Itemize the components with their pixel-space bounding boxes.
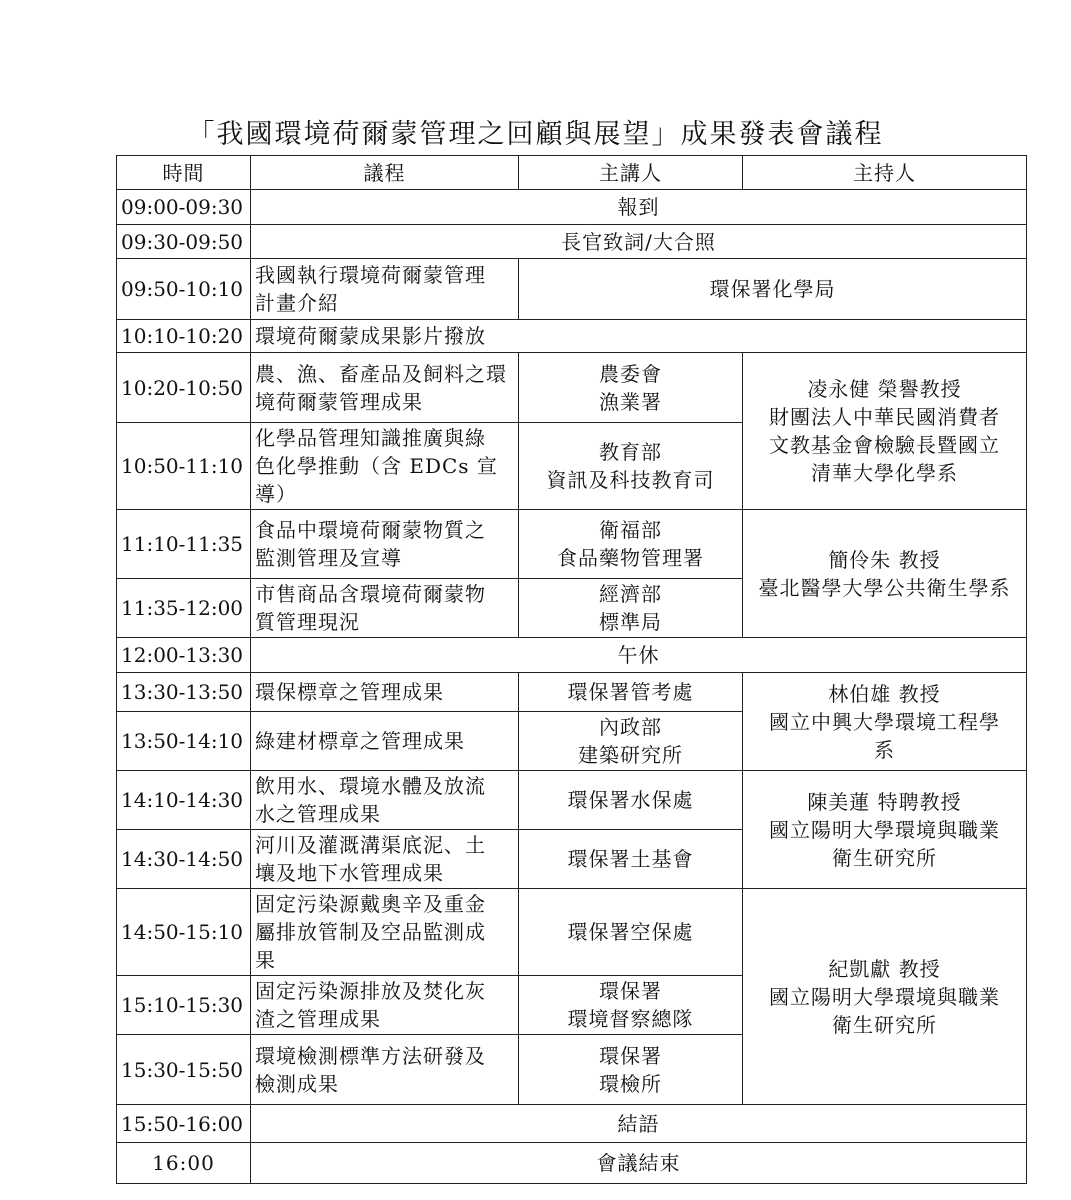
speaker-line: 環保署 — [599, 979, 662, 1003]
time-cell: 09:50-10:10 — [117, 259, 251, 320]
time-cell: 12:00-13:30 — [117, 638, 251, 673]
topic-cell — [251, 830, 519, 889]
agenda-cell: 午休 — [251, 638, 1027, 673]
speaker-cell: 環保署土基會 — [519, 830, 743, 889]
agenda-cell: 報到 — [251, 190, 1027, 225]
topic-cell — [251, 1035, 519, 1105]
speaker-cell — [519, 579, 743, 638]
topic-line: 農、漁、畜產品及飼料之環 — [255, 361, 507, 386]
table-row — [117, 638, 1027, 673]
topic-line: 飲用水、環境水體及放流 — [255, 774, 486, 798]
table-row — [117, 771, 1027, 830]
topic-line: 化學品管理知識推廣與綠 — [255, 426, 486, 450]
topic-cell — [251, 889, 519, 976]
agenda-cell: 結語 — [251, 1105, 1027, 1143]
speaker-cell: 環保署空保處 — [519, 889, 743, 976]
header-host: 主持人 — [743, 156, 1027, 190]
host-cell — [743, 673, 1027, 771]
speaker-line: 農委會 — [599, 361, 662, 386]
table-row — [117, 353, 1027, 423]
agenda-cell: 長官致詞/大合照 — [251, 225, 1027, 259]
speaker-cell: 環保署化學局 — [519, 259, 1027, 320]
topic-cell: 環境荷爾蒙成果影片撥放 — [251, 320, 1027, 353]
topic-line: 水之管理成果 — [255, 802, 381, 826]
agenda-cell: 會議結束 — [251, 1143, 1027, 1184]
topic-line: 我國執行環境荷爾蒙管理 — [255, 263, 486, 287]
speaker-cell: 環保署管考處 — [519, 673, 743, 712]
header-agenda: 議程 — [251, 156, 519, 190]
time-cell: 14:50-15:10 — [117, 889, 251, 976]
time-cell: 10:10-10:20 — [117, 320, 251, 353]
topic-cell — [251, 976, 519, 1035]
speaker-line: 資訊及科技教育司 — [546, 468, 715, 492]
agenda-table — [116, 155, 1027, 1184]
speaker-cell — [519, 353, 743, 423]
topic-line: 渣之管理成果 — [255, 1007, 381, 1031]
host-line: 簡伶朱 教授 — [828, 547, 941, 572]
topic-line: 色化學推動（含 EDCs 宣 — [255, 454, 498, 478]
speaker-line: 標準局 — [599, 610, 662, 634]
host-cell — [743, 510, 1027, 638]
host-line: 衛生研究所 — [832, 845, 937, 870]
time-cell: 11:35-12:00 — [117, 579, 251, 638]
topic-line: 境荷爾蒙管理成果 — [255, 389, 423, 414]
page-title: 「我國環境荷爾蒙管理之回顧與展望」成果發表會議程 — [187, 119, 884, 150]
table-row — [117, 190, 1027, 225]
topic-line: 屬排放管制及空品監測成 — [255, 920, 486, 944]
speaker-line: 衛福部 — [599, 518, 662, 542]
speaker-line: 環檢所 — [599, 1071, 662, 1096]
table-row — [117, 889, 1027, 976]
topic-line: 壤及地下水管理成果 — [255, 861, 444, 885]
time-cell: 10:50-11:10 — [117, 423, 251, 510]
speaker-cell — [519, 976, 743, 1035]
topic-line: 市售商品含環境荷爾蒙物 — [255, 582, 486, 606]
speaker-line: 教育部 — [599, 440, 662, 464]
host-cell — [743, 889, 1027, 1105]
host-line: 國立中興大學環境工程學 — [769, 709, 1000, 734]
host-cell — [743, 353, 1027, 510]
time-cell: 15:50-16:00 — [117, 1105, 251, 1143]
topic-line: 食品中環境荷爾蒙物質之 — [255, 518, 486, 542]
table-row — [117, 1105, 1027, 1143]
time-cell: 15:10-15:30 — [117, 976, 251, 1035]
table-row — [117, 673, 1027, 712]
host-line: 臺北醫學大學公共衛生學系 — [758, 575, 1011, 600]
table-row — [117, 259, 1027, 320]
speaker-line: 建築研究所 — [578, 743, 683, 767]
time-cell: 09:00-09:30 — [117, 190, 251, 225]
topic-cell — [251, 353, 519, 423]
topic-line: 河川及灌溉溝渠底泥、土 — [255, 833, 486, 857]
topic-line: 監測管理及宣導 — [255, 546, 402, 570]
host-line: 文教基金會檢驗長暨國立 — [769, 433, 1000, 457]
topic-line: 果 — [255, 948, 276, 972]
host-line: 財團法人中華民國消費者 — [769, 405, 1000, 429]
speaker-cell: 環保署水保處 — [519, 771, 743, 830]
table-row — [117, 1143, 1027, 1184]
table-header-row — [117, 156, 1027, 190]
speaker-cell — [519, 510, 743, 579]
topic-cell — [251, 423, 519, 510]
speaker-line: 食品藥物管理署 — [557, 546, 704, 570]
host-line: 國立陽明大學環境與職業 — [769, 817, 1000, 842]
topic-cell: 環保標章之管理成果 — [251, 673, 519, 712]
host-line: 陳美蓮 特聘教授 — [807, 789, 962, 814]
host-line: 凌永健 榮譽教授 — [807, 377, 962, 401]
topic-line: 環境檢測標準方法研發及 — [255, 1043, 486, 1068]
host-line: 林伯雄 教授 — [828, 681, 941, 706]
speaker-line: 環保署 — [599, 1043, 662, 1068]
topic-cell — [251, 579, 519, 638]
host-line: 清華大學化學系 — [811, 461, 958, 485]
time-cell: 13:30-13:50 — [117, 673, 251, 712]
speaker-line: 內政部 — [599, 715, 662, 739]
speaker-cell — [519, 1035, 743, 1105]
host-line: 衛生研究所 — [832, 1012, 937, 1037]
topic-line: 固定污染源排放及焚化灰 — [255, 979, 486, 1003]
speaker-line: 環境督察總隊 — [567, 1007, 694, 1031]
speaker-cell — [519, 712, 743, 771]
host-line: 紀凱獻 教授 — [828, 956, 941, 981]
header-speaker: 主講人 — [519, 156, 743, 190]
time-cell: 15:30-15:50 — [117, 1035, 251, 1105]
topic-line: 導） — [255, 482, 297, 506]
table-row — [117, 225, 1027, 259]
topic-cell — [251, 510, 519, 579]
table-row — [117, 320, 1027, 353]
speaker-line: 經濟部 — [599, 582, 662, 606]
topic-line: 質管理現況 — [255, 610, 360, 634]
host-line: 國立陽明大學環境與職業 — [769, 984, 1000, 1009]
topic-cell: 綠建材標章之管理成果 — [251, 712, 519, 771]
time-cell: 09:30-09:50 — [117, 225, 251, 259]
topic-line: 檢測成果 — [255, 1071, 339, 1096]
time-cell: 14:30-14:50 — [117, 830, 251, 889]
topic-cell — [251, 771, 519, 830]
table-row — [117, 510, 1027, 579]
speaker-cell — [519, 423, 743, 510]
host-line: 系 — [874, 737, 895, 762]
host-cell — [743, 771, 1027, 889]
time-cell: 14:10-14:30 — [117, 771, 251, 830]
speaker-line: 漁業署 — [599, 389, 662, 414]
topic-cell — [251, 259, 519, 320]
topic-line: 固定污染源戴奧辛及重金 — [255, 892, 486, 916]
time-cell: 10:20-10:50 — [117, 353, 251, 423]
header-time: 時間 — [117, 156, 251, 190]
topic-line: 計畫介紹 — [255, 291, 339, 315]
time-cell: 11:10-11:35 — [117, 510, 251, 579]
time-cell: 16:00 — [117, 1143, 251, 1184]
time-cell: 13:50-14:10 — [117, 712, 251, 771]
